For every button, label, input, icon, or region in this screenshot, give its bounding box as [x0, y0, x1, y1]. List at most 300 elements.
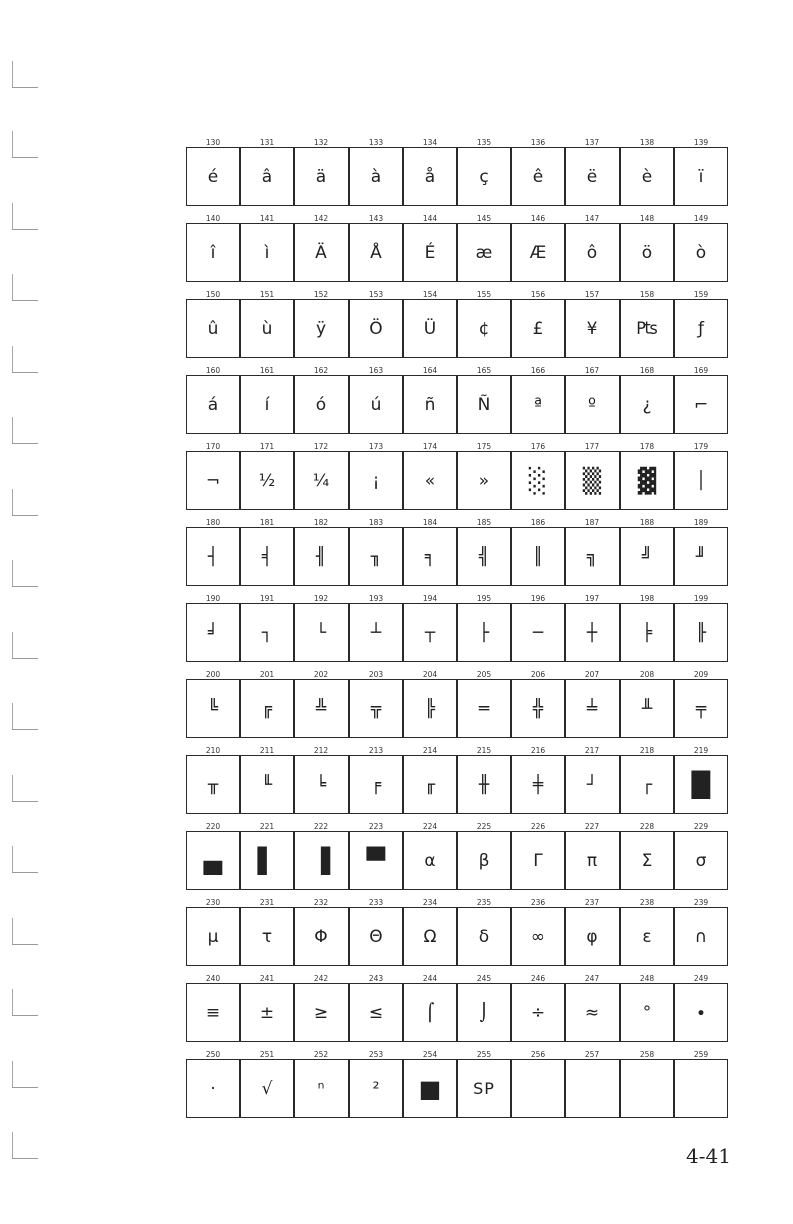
char-glyph: ₧	[636, 318, 658, 339]
cell-divider	[510, 451, 511, 510]
cell-divider	[239, 223, 240, 282]
char-glyph: Ü	[423, 318, 437, 339]
char-glyph: ²	[372, 1078, 380, 1099]
table-row	[186, 822, 728, 898]
binder-tab-mark	[12, 1158, 38, 1159]
char-code: 242	[313, 974, 329, 983]
char-code: 152	[313, 290, 329, 299]
char-code: 183	[368, 518, 384, 527]
binder-tab-mark	[12, 157, 38, 158]
char-glyph: ñ	[424, 394, 436, 415]
cell-divider	[456, 679, 457, 738]
cell-divider	[673, 147, 674, 206]
char-glyph: ▄	[203, 846, 223, 875]
cell-divider	[510, 907, 511, 966]
char-glyph: ú	[370, 394, 382, 415]
char-glyph: ≡	[205, 1002, 221, 1023]
binder-tab-edge	[12, 989, 13, 1015]
char-glyph: ê	[532, 166, 544, 187]
char-code: 249	[693, 974, 709, 983]
cell-divider	[564, 147, 565, 206]
char-code: 171	[259, 442, 275, 451]
char-glyph: α	[424, 850, 436, 871]
cell-divider	[456, 907, 457, 966]
char-code: 153	[368, 290, 384, 299]
char-code: 137	[584, 138, 600, 147]
binder-tab-edge	[12, 203, 13, 229]
char-code: 253	[368, 1050, 384, 1059]
char-glyph: ║	[532, 546, 544, 567]
char-code: 198	[639, 594, 655, 603]
char-glyph: Ö	[369, 318, 383, 339]
char-code: 234	[422, 898, 438, 907]
char-code: 158	[639, 290, 655, 299]
table-row	[186, 1050, 728, 1126]
char-code: 222	[313, 822, 329, 831]
cell-divider	[402, 603, 403, 662]
char-glyph	[620, 1059, 674, 1118]
char-glyph: ┐	[261, 622, 273, 643]
cell-divider	[239, 983, 240, 1042]
cell-divider	[510, 375, 511, 434]
char-code: 144	[422, 214, 438, 223]
binder-tab-mark	[12, 658, 38, 659]
char-glyph: å	[424, 166, 436, 187]
char-glyph: ╚	[207, 698, 219, 719]
char-code: 130	[205, 138, 221, 147]
char-code: 172	[313, 442, 329, 451]
char-code: 195	[476, 594, 492, 603]
cell-divider	[402, 299, 403, 358]
char-code: 248	[639, 974, 655, 983]
char-code: 146	[530, 214, 546, 223]
cell-divider	[239, 679, 240, 738]
char-glyph: ô	[586, 242, 598, 263]
table-row	[186, 366, 728, 442]
cell-divider	[456, 831, 457, 890]
char-code: 167	[584, 366, 600, 375]
cell-divider	[348, 603, 349, 662]
char-code: 218	[639, 746, 655, 755]
char-code: 175	[476, 442, 492, 451]
char-code: 148	[639, 214, 655, 223]
char-glyph: ╪	[532, 774, 544, 795]
cell-divider	[619, 451, 620, 510]
binder-tab-edge	[12, 1061, 13, 1087]
char-glyph: δ	[478, 926, 490, 947]
char-glyph: π	[586, 850, 598, 871]
char-glyph: ì	[264, 242, 270, 263]
binder-tab-mark	[12, 443, 38, 444]
char-code: 212	[313, 746, 329, 755]
char-code: 209	[693, 670, 709, 679]
char-code: 174	[422, 442, 438, 451]
cell-divider	[239, 375, 240, 434]
char-glyph: ╤	[695, 698, 707, 719]
cell-divider	[619, 147, 620, 206]
cell-divider	[293, 527, 294, 586]
char-glyph: ¢	[478, 318, 490, 339]
char-glyph: ≤	[368, 1002, 384, 1023]
cell-divider	[564, 831, 565, 890]
char-glyph: ╥	[207, 774, 219, 795]
char-glyph: ▀	[366, 846, 386, 875]
char-code: 257	[584, 1050, 600, 1059]
cell-divider	[619, 907, 620, 966]
cell-divider	[348, 375, 349, 434]
char-glyph	[511, 1059, 565, 1118]
table-row	[186, 746, 728, 822]
char-glyph: É	[424, 242, 436, 263]
char-code: 140	[205, 214, 221, 223]
binder-tab-edge	[12, 1132, 13, 1158]
char-glyph: ï	[698, 166, 704, 187]
cell-divider	[673, 451, 674, 510]
char-code: 141	[259, 214, 275, 223]
binder-tab-edge	[12, 703, 13, 729]
char-glyph: ε	[642, 926, 652, 947]
char-glyph: ╒	[370, 774, 382, 795]
char-glyph: ╦	[370, 698, 382, 719]
char-glyph: é	[207, 166, 219, 187]
cell-divider	[619, 831, 620, 890]
char-glyph: ┴	[370, 622, 382, 643]
cell-divider	[510, 527, 511, 586]
char-code: 165	[476, 366, 492, 375]
table-row	[186, 138, 728, 214]
char-code: 254	[422, 1050, 438, 1059]
char-glyph: µ	[207, 926, 219, 947]
char-code: 241	[259, 974, 275, 983]
char-code: 221	[259, 822, 275, 831]
cell-divider	[564, 299, 565, 358]
char-code: 237	[584, 898, 600, 907]
char-glyph: ¡	[372, 470, 380, 491]
cell-divider	[619, 375, 620, 434]
cell-divider	[293, 147, 294, 206]
char-code: 136	[530, 138, 546, 147]
char-glyph: ╧	[586, 698, 598, 719]
char-code: 258	[639, 1050, 655, 1059]
char-glyph: ╛	[207, 622, 219, 643]
binder-tab-mark	[12, 1015, 38, 1016]
cell-divider	[239, 603, 240, 662]
cell-divider	[564, 679, 565, 738]
char-glyph: ■	[418, 1074, 442, 1103]
char-code: 139	[693, 138, 709, 147]
char-code: 215	[476, 746, 492, 755]
char-code: 224	[422, 822, 438, 831]
cell-divider	[619, 223, 620, 282]
cell-divider	[564, 223, 565, 282]
char-code: 200	[205, 670, 221, 679]
char-code: 216	[530, 746, 546, 755]
char-code: 217	[584, 746, 600, 755]
cell-divider	[673, 755, 674, 814]
cell-divider	[239, 527, 240, 586]
char-glyph: «	[424, 470, 436, 491]
char-glyph: ò	[695, 242, 707, 263]
char-glyph: ╓	[424, 774, 436, 795]
table-row	[186, 442, 728, 518]
char-code: 214	[422, 746, 438, 755]
cell-divider	[348, 983, 349, 1042]
char-glyph: └	[315, 622, 327, 643]
char-glyph: √	[261, 1078, 273, 1099]
cell-divider	[619, 755, 620, 814]
char-code: 147	[584, 214, 600, 223]
char-glyph: ▐	[311, 846, 331, 875]
binder-tab-mark	[12, 586, 38, 587]
char-code: 163	[368, 366, 384, 375]
binder-tab-edge	[12, 131, 13, 157]
char-glyph: ½	[258, 470, 276, 491]
cell-divider	[564, 527, 565, 586]
cell-divider	[293, 451, 294, 510]
cell-divider	[564, 603, 565, 662]
char-glyph: ░	[528, 466, 548, 495]
cell-divider	[456, 299, 457, 358]
cell-divider	[510, 831, 511, 890]
char-glyph: ª	[533, 394, 542, 415]
table-row	[186, 594, 728, 670]
char-glyph: ▌	[257, 846, 277, 875]
char-code: 227	[584, 822, 600, 831]
binder-tab-mark	[12, 515, 38, 516]
char-glyph: ≈	[584, 1002, 600, 1023]
cell-divider	[510, 679, 511, 738]
cell-divider	[348, 1059, 349, 1118]
table-row	[186, 518, 728, 594]
char-glyph: ±	[259, 1002, 275, 1023]
char-code: 169	[693, 366, 709, 375]
char-code: 235	[476, 898, 492, 907]
char-glyph: ▓	[637, 466, 657, 495]
char-code: 182	[313, 518, 329, 527]
char-glyph: ╘	[315, 774, 327, 795]
char-code: 179	[693, 442, 709, 451]
cell-divider	[239, 1059, 240, 1118]
cell-divider	[564, 983, 565, 1042]
cell-divider	[456, 1059, 457, 1118]
char-glyph: º	[587, 394, 596, 415]
binder-tab-edge	[12, 417, 13, 443]
cell-divider	[293, 223, 294, 282]
cell-divider	[673, 223, 674, 282]
char-glyph: ╕	[424, 546, 436, 567]
char-code: 138	[639, 138, 655, 147]
cell-divider	[402, 1059, 403, 1118]
binder-tab-edge	[12, 775, 13, 801]
binder-tab-edge	[12, 61, 13, 87]
cell-divider	[348, 299, 349, 358]
char-code: 181	[259, 518, 275, 527]
char-code: 226	[530, 822, 546, 831]
cell-divider	[564, 375, 565, 434]
char-glyph: Ä	[315, 242, 327, 263]
char-code: 223	[368, 822, 384, 831]
table-row	[186, 290, 728, 366]
cell-divider	[510, 223, 511, 282]
cell-divider	[619, 679, 620, 738]
char-glyph: Ω	[423, 926, 437, 947]
binder-tab-edge	[12, 846, 13, 872]
binder-tab-edge	[12, 560, 13, 586]
char-glyph: ó	[315, 394, 327, 415]
char-code: 186	[530, 518, 546, 527]
binder-tab-edge	[12, 274, 13, 300]
cell-divider	[293, 907, 294, 966]
cell-divider	[402, 983, 403, 1042]
char-code: 194	[422, 594, 438, 603]
char-code: 156	[530, 290, 546, 299]
char-code: 231	[259, 898, 275, 907]
char-glyph: ç	[479, 166, 489, 187]
char-glyph: ╠	[424, 698, 436, 719]
char-code: 133	[368, 138, 384, 147]
char-code: 155	[476, 290, 492, 299]
char-code: 244	[422, 974, 438, 983]
char-code: 251	[259, 1050, 275, 1059]
cell-divider	[239, 831, 240, 890]
char-glyph: £	[532, 318, 544, 339]
char-glyph: ë	[586, 166, 598, 187]
char-code: 210	[205, 746, 221, 755]
cell-divider	[293, 983, 294, 1042]
char-code: 256	[530, 1050, 546, 1059]
char-glyph: β	[478, 850, 490, 871]
cell-divider	[673, 1059, 674, 1118]
char-glyph: ö	[641, 242, 653, 263]
cell-divider	[456, 755, 457, 814]
char-glyph: ├	[478, 622, 490, 643]
char-code: 170	[205, 442, 221, 451]
char-glyph: ╩	[315, 698, 327, 719]
cell-divider	[402, 375, 403, 434]
binder-tab-edge	[12, 632, 13, 658]
char-glyph: ⌡	[479, 1002, 489, 1023]
char-code: 135	[476, 138, 492, 147]
cell-divider	[293, 1059, 294, 1118]
char-code: 205	[476, 670, 492, 679]
char-code: 180	[205, 518, 221, 527]
char-glyph: ╣	[478, 546, 490, 567]
cell-divider	[510, 1059, 511, 1118]
char-glyph: ÷	[530, 1002, 546, 1023]
cell-divider	[348, 451, 349, 510]
char-glyph: ╡	[261, 546, 273, 567]
char-glyph: ⁿ	[317, 1078, 325, 1099]
char-code: 159	[693, 290, 709, 299]
cell-divider	[619, 983, 620, 1042]
char-glyph: Ñ	[477, 394, 491, 415]
char-glyph: û	[207, 318, 219, 339]
char-glyph: ╟	[695, 622, 707, 643]
cell-divider	[619, 527, 620, 586]
char-code: 162	[313, 366, 329, 375]
char-code: 157	[584, 290, 600, 299]
cell-divider	[456, 603, 457, 662]
cell-divider	[293, 831, 294, 890]
cell-divider	[673, 603, 674, 662]
char-glyph: Φ	[314, 926, 328, 947]
char-glyph: á	[207, 394, 219, 415]
char-glyph: SP	[473, 1079, 495, 1098]
cell-divider	[239, 451, 240, 510]
char-code: 255	[476, 1050, 492, 1059]
char-glyph: ƒ	[698, 318, 704, 339]
cell-divider	[239, 755, 240, 814]
cell-divider	[673, 299, 674, 358]
cell-divider	[348, 147, 349, 206]
char-glyph: ▒	[582, 466, 602, 495]
cell-divider	[564, 907, 565, 966]
cell-divider	[673, 983, 674, 1042]
char-code: 250	[205, 1050, 221, 1059]
cell-divider	[293, 679, 294, 738]
cell-divider	[402, 679, 403, 738]
char-glyph: ┌	[641, 774, 653, 795]
binder-tab-mark	[12, 944, 38, 945]
char-code: 132	[313, 138, 329, 147]
char-glyph: ┼	[586, 622, 598, 643]
cell-divider	[293, 299, 294, 358]
char-glyph: φ	[586, 926, 598, 947]
cell-divider	[456, 451, 457, 510]
char-glyph: ┤	[207, 546, 219, 567]
char-code: 239	[693, 898, 709, 907]
binder-tab-mark	[12, 87, 38, 88]
char-glyph: ╜	[695, 546, 707, 567]
char-code: 150	[205, 290, 221, 299]
char-code: 178	[639, 442, 655, 451]
char-code: 259	[693, 1050, 709, 1059]
char-glyph: ¬	[205, 470, 221, 491]
char-code: 151	[259, 290, 275, 299]
char-code: 229	[693, 822, 709, 831]
char-code: 252	[313, 1050, 329, 1059]
char-code: 193	[368, 594, 384, 603]
char-code: 160	[205, 366, 221, 375]
char-code: 230	[205, 898, 221, 907]
char-glyph: è	[641, 166, 653, 187]
char-code: 192	[313, 594, 329, 603]
char-glyph: î	[210, 242, 216, 263]
cell-divider	[619, 299, 620, 358]
char-code: 202	[313, 670, 329, 679]
char-glyph: ¥	[586, 318, 598, 339]
char-code: 176	[530, 442, 546, 451]
char-glyph: Γ	[533, 850, 543, 871]
char-code: 246	[530, 974, 546, 983]
char-code: 142	[313, 214, 329, 223]
char-glyph	[565, 1059, 619, 1118]
binder-tab-mark	[12, 372, 38, 373]
char-code: 238	[639, 898, 655, 907]
char-glyph	[674, 1059, 728, 1118]
char-code: 220	[205, 822, 221, 831]
char-glyph: ⌠	[425, 1002, 435, 1023]
char-code: 177	[584, 442, 600, 451]
cell-divider	[293, 603, 294, 662]
char-code: 187	[584, 518, 600, 527]
cell-divider	[619, 1059, 620, 1118]
char-code: 188	[639, 518, 655, 527]
table-row	[186, 898, 728, 974]
char-glyph: █	[691, 770, 711, 799]
char-glyph: à	[370, 166, 382, 187]
cell-divider	[673, 907, 674, 966]
